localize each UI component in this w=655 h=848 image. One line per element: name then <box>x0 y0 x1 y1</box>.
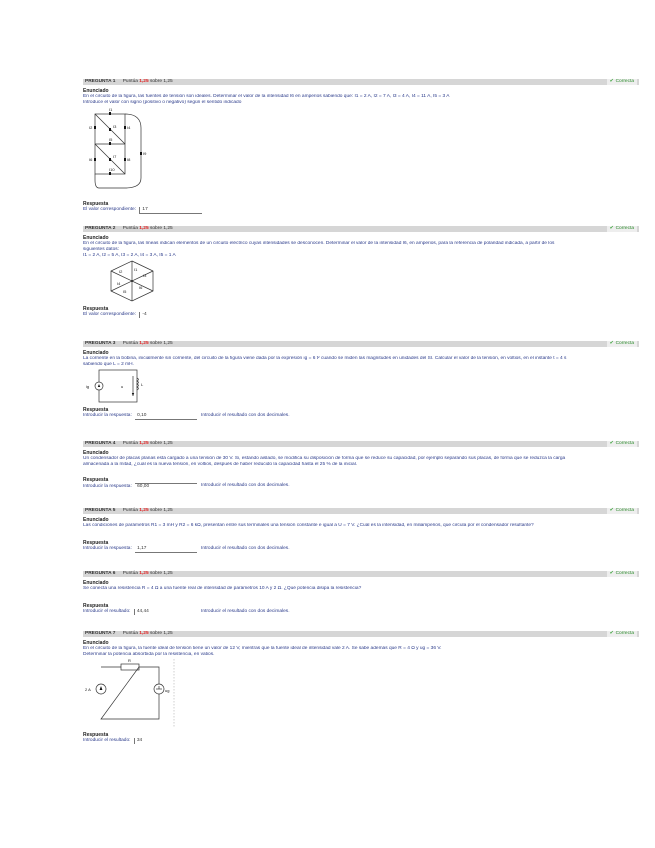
question-header <box>83 341 639 347</box>
svg-text:R: R <box>128 659 131 663</box>
score-label: Puntúa 1,25 sobre 1,25 <box>122 631 173 636</box>
svg-text:I7: I7 <box>113 154 117 159</box>
answer-prompt: El valor correspondiente: <box>83 312 137 317</box>
checkmark-icon: ✔ <box>609 226 614 231</box>
question-1 <box>83 79 639 214</box>
circuit-diagram-q3 <box>85 368 145 404</box>
score-label: Puntúa 1,25 sobre 1,25 <box>122 508 173 513</box>
checkmark-icon: ✔ <box>609 441 614 446</box>
question-number: PREGUNTA 7 <box>85 631 116 636</box>
respuesta-label: Respuesta <box>83 603 109 609</box>
question-text: I1 = 2 A, I2 = 5 A, I3 = 2 A, I4 = 3 A, I5 = 1 A <box>83 253 176 258</box>
respuesta-label: Respuesta <box>83 201 109 207</box>
svg-text:I2: I2 <box>89 125 93 130</box>
answer-input[interactable]: 60,00 <box>135 483 197 490</box>
svg-text:I5: I5 <box>109 137 113 142</box>
svg-text:I4: I4 <box>127 125 131 130</box>
svg-text:ig: ig <box>86 384 90 389</box>
enunciado-label: Enunciado <box>83 350 109 356</box>
answer-prompt: El valor correspondiente: <box>83 207 137 212</box>
answer-row <box>83 413 639 420</box>
svg-text:I5: I5 <box>123 289 127 294</box>
enunciado-label: Enunciado <box>83 517 109 523</box>
question-number: PREGUNTA 4 <box>85 441 116 446</box>
respuesta-label: Respuesta <box>83 306 109 312</box>
enunciado-label: Enunciado <box>83 640 109 646</box>
score-label: Puntúa 1,25 sobre 1,25 <box>122 571 173 576</box>
respuesta-label: Respuesta <box>83 540 109 546</box>
svg-text:I6: I6 <box>139 285 143 290</box>
question-text: Se conecta una resistencia R = 4 Ω a una fuente real de intensidad de parámetros 10 A y 2 Ω. ¿Qué potencia disipa la resistencia? <box>83 586 362 591</box>
answer-hint: Introducir el resultado con dos decimales. <box>201 413 290 418</box>
question-text: En el circuito de la figura, las fuentes de tensión son ideales. Determinar el valor de la intensidad I6 en amperios sabiendo que: I1 = 2 A, I2 = 7 A, I3 = 4 A, I4 = 11 A, I5 = 3 A <box>83 94 450 99</box>
question-header <box>83 441 639 447</box>
answer-hint: Introducir el resultado con dos decimales. <box>201 609 290 614</box>
checkmark-icon: ✔ <box>609 79 614 84</box>
answer-prompt: Introducir el resultado: <box>83 609 131 614</box>
answer-input[interactable]: 34 <box>134 738 147 744</box>
status-badge: ✔ Correcta <box>607 441 637 447</box>
answer-input[interactable]: 44,44 <box>134 609 157 615</box>
respuesta-label: Respuesta <box>83 407 109 413</box>
question-7 <box>83 631 639 745</box>
question-number: PREGUNTA 3 <box>85 341 116 346</box>
svg-text:I3: I3 <box>113 124 117 129</box>
question-text: En el circuito de la figura, la fuente ideal de tensión tiene un valor de 12 V, mientras que la fuente ideal de intensidad vale 2 A. Se sabe además que R = 4 Ω y ug = 36 V. <box>83 646 442 651</box>
question-header <box>83 226 639 232</box>
question-text: almacenada a la mitad, ¿cuál es la nueva tensión, en voltios, después de haber reducido la capacidad hasta el 25 % de la inicial. <box>83 462 358 467</box>
score-label: Puntúa 1,25 sobre 1,25 <box>122 441 173 446</box>
question-6 <box>83 571 639 616</box>
svg-text:I1: I1 <box>109 108 113 112</box>
checkmark-icon: ✔ <box>609 341 614 346</box>
answer-prompt: Introducir la respuesta: <box>83 546 132 551</box>
svg-text:I3: I3 <box>143 273 147 278</box>
answer-row <box>83 312 639 319</box>
respuesta-label: Respuesta <box>83 477 109 483</box>
answer-input[interactable]: -4 <box>139 312 148 318</box>
status-badge: ✔ Correcta <box>607 571 637 577</box>
question-text: Las condiciones de parámetros R1 = 3 mH y R2 = 6 kΩ, presentan entre sus terminales una tensión constante e igual a U = 7 V. ¿Cuál es la intensidad, en miliamperios, que circula por el condensador resultante? <box>83 523 534 528</box>
answer-prompt: Introducir la respuesta: <box>83 484 132 489</box>
question-2 <box>83 226 639 319</box>
question-number: PREGUNTA 1 <box>85 79 116 84</box>
answer-hint: Introducir el resultado con dos decimales. <box>201 546 290 551</box>
score-label: Puntúa 1,25 sobre 1,25 <box>122 79 173 84</box>
checkmark-icon: ✔ <box>609 508 614 513</box>
score-label: Puntúa 1,25 sobre 1,25 <box>122 341 173 346</box>
question-4 <box>83 441 639 490</box>
svg-text:I10: I10 <box>109 167 115 172</box>
circuit-diagram-q1 <box>89 108 169 198</box>
svg-text:I8: I8 <box>127 157 131 162</box>
question-header <box>83 571 639 577</box>
svg-text:L: L <box>141 382 144 387</box>
svg-text:I4: I4 <box>117 281 121 286</box>
question-3 <box>83 341 639 420</box>
enunciado-label: Enunciado <box>83 235 109 241</box>
answer-row <box>83 546 639 553</box>
svg-text:I2: I2 <box>119 269 123 274</box>
enunciado-label: Enunciado <box>83 88 109 94</box>
svg-text:ug: ug <box>165 688 170 693</box>
status-badge: ✔ Correcta <box>607 508 637 514</box>
svg-text:I6: I6 <box>89 157 93 162</box>
svg-text:u: u <box>121 384 124 389</box>
question-5 <box>83 508 639 553</box>
circuit-diagram-q7 <box>83 659 183 729</box>
answer-prompt: Introducir la respuesta: <box>83 413 132 418</box>
question-number: PREGUNTA 2 <box>85 226 116 231</box>
answer-hint: Introducir el resultado con dos decimales. <box>201 483 290 488</box>
enunciado-label: Enunciado <box>83 580 109 586</box>
question-header <box>83 79 639 85</box>
question-text: Un condensador de placas planas está cargado a una tensión de 30 V. Si, estando aislado, se modifica su disposición de forma que se reduce su capacidad, por ejemplo separando sus placas, de forma que se reduzca la carga <box>83 456 566 461</box>
answer-row <box>83 609 639 616</box>
question-text: Determinar la potencia absorbida por la resistencia, en vatios. <box>83 652 215 657</box>
enunciado-label: Enunciado <box>83 450 109 456</box>
question-number: PREGUNTA 5 <box>85 508 116 513</box>
question-number: PREGUNTA 6 <box>85 571 116 576</box>
answer-row <box>83 483 639 490</box>
checkmark-icon: ✔ <box>609 571 614 576</box>
checkmark-icon: ✔ <box>609 631 614 636</box>
answer-prompt: Introducir el resultado: <box>83 738 131 743</box>
status-badge: ✔ Correcta <box>607 226 637 232</box>
question-header <box>83 631 639 637</box>
answer-input[interactable]: 17 <box>139 207 202 214</box>
status-badge: ✔ Correcta <box>607 79 637 85</box>
status-badge: ✔ Correcta <box>607 631 637 637</box>
question-text: Introduce el valor con signo (positivo o negativo) según el sentido indicado <box>83 100 242 105</box>
answer-input[interactable]: 1,17 <box>135 546 197 553</box>
question-text: La corriente en la bobina, inicialmente sin corriente, del circuito de la figura viene dada por la expresión ig = 6 t² cuando se miden las magnitudes en unidades del SI. Calcular el valor de la tensión, en voltios, en el instante t = 4 s <box>83 356 567 361</box>
question-text: siguientes datos: <box>83 247 120 252</box>
circuit-diagram-q2 <box>97 259 167 303</box>
question-text: sabiendo que L = 2 mH. <box>83 362 134 367</box>
status-badge: ✔ Correcta <box>607 341 637 347</box>
answer-row <box>83 738 639 745</box>
respuesta-label: Respuesta <box>83 732 109 738</box>
answer-row <box>83 207 639 214</box>
svg-text:2 A: 2 A <box>85 687 91 692</box>
question-text: En el circuito de la figura, las líneas indican elementos de un circuito eléctrico cuyas intensidades se desconocen. Determinar el valor de la intensidad I6, en amperios, para la referencia de polaridad indicada, a partir de los <box>83 241 555 246</box>
score-label: Puntúa 1,25 sobre 1,25 <box>122 226 173 231</box>
svg-text:I1: I1 <box>134 267 138 272</box>
svg-text:I9: I9 <box>143 151 147 156</box>
question-header <box>83 508 639 514</box>
answer-input[interactable]: 0,10 <box>135 413 197 420</box>
